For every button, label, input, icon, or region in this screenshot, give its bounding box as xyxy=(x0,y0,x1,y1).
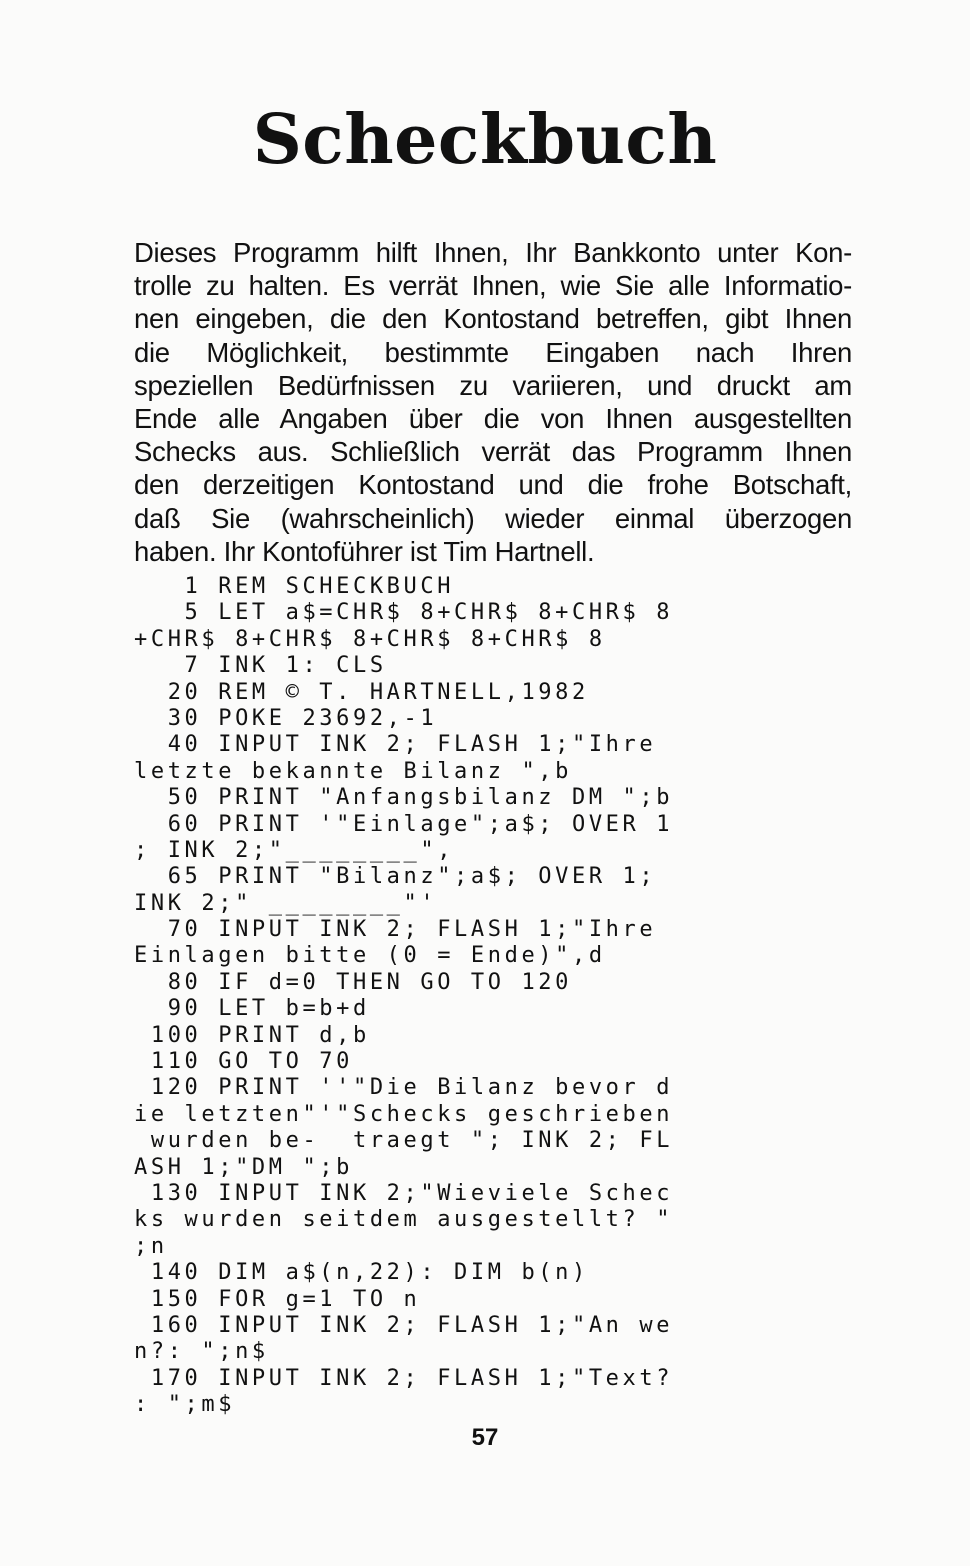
code-line: n?: ";n$ xyxy=(134,1339,269,1365)
code-line: 100 PRINT d,b xyxy=(134,1022,370,1048)
code-line: ASH 1;"DM ";b xyxy=(134,1154,353,1180)
code-line: 90 LET b=b+d xyxy=(134,996,370,1022)
code-line: ks wurden seitdem ausgestellt? " xyxy=(134,1207,674,1233)
code-line: +CHR$ 8+CHR$ 8+CHR$ 8+CHR$ 8 xyxy=(134,626,606,652)
code-line: 120 PRINT ''"Die Bilanz bevor d xyxy=(134,1075,674,1101)
code-line: 30 POKE 23692,-1 xyxy=(134,705,438,731)
code-line: : ";m$ xyxy=(134,1392,236,1418)
code-line: 5 LET a$=CHR$ 8+CHR$ 8+CHR$ 8 xyxy=(134,600,674,626)
code-line: letzte bekannte Bilanz ",b xyxy=(134,758,572,784)
intro-line: Dieses Programm hilft Ihnen, Ihr Bankkonto unter Kon- xyxy=(134,237,852,268)
intro-line: trolle zu halten. Es verrät Ihnen, wie Sie alle Informatio- xyxy=(134,270,852,302)
code-line: ; INK 2;"________", xyxy=(134,837,455,863)
code-line: 60 PRINT '"Einlage";a$; OVER 1 xyxy=(134,811,674,837)
intro-line: Ende alle Angaben über die von Ihnen ausgestellten xyxy=(134,403,852,435)
intro-line: speziellen Bedürfnissen zu variieren, und druckt am xyxy=(134,369,852,401)
code-line: 170 INPUT INK 2; FLASH 1;"Text? xyxy=(134,1365,674,1391)
code-line: 40 INPUT INK 2; FLASH 1;"Ihre xyxy=(134,732,657,758)
code-line: INK 2;" ________"' xyxy=(134,890,438,916)
code-line: 140 DIM a$(n,22): DIM b(n) xyxy=(134,1260,589,1286)
code-line: 150 FOR g=1 TO n xyxy=(134,1286,421,1312)
intro-line: die Möglichkeit, bestimmte Eingaben nach Ihren xyxy=(134,336,852,368)
intro-paragraph xyxy=(134,236,852,568)
code-line: Einlagen bitte (0 = Ende)",d xyxy=(134,943,606,969)
page-number: 57 xyxy=(471,1424,499,1451)
code-line: wurden be- traegt "; INK 2; FL xyxy=(134,1128,674,1154)
code-line: 130 INPUT INK 2;"Wieviele Schec xyxy=(134,1180,674,1206)
code-line: 65 PRINT "Bilanz";a$; OVER 1; xyxy=(134,864,657,890)
code-line: ;n xyxy=(134,1233,168,1259)
intro-line: den derzeitigen Kontostand und die frohe Botschaft, xyxy=(134,469,852,501)
code-line: 50 PRINT "Anfangsbilanz DM ";b xyxy=(134,785,674,811)
intro-line: daß Sie (wahrscheinlich) wieder einmal überzogen xyxy=(134,502,852,534)
code-line: 1 REM SCHECKBUCH xyxy=(134,574,455,599)
code-line: 20 REM © T. HARTNELL,1982 xyxy=(134,679,589,705)
intro-line: nen eingeben, die den Kontostand betreffen, gibt Ihnen xyxy=(134,303,852,335)
intro-line: haben. Ihr Kontoführer ist Tim Hartnell. xyxy=(134,535,595,567)
code-line: 7 INK 1: CLS xyxy=(134,653,387,679)
basic-program-listing xyxy=(134,574,754,1419)
intro-line: Schecks aus. Schließlich verrät das Programm Ihnen xyxy=(134,436,852,468)
page-title: Scheckbuch xyxy=(252,100,718,180)
code-line: 110 GO TO 70 xyxy=(134,1049,353,1075)
code-line: ie letzten"'"Schecks geschrieben xyxy=(134,1101,674,1127)
code-line: 160 INPUT INK 2; FLASH 1;"An we xyxy=(134,1312,674,1338)
code-line: 80 IF d=0 THEN GO TO 120 xyxy=(134,969,572,995)
code-line: 70 INPUT INK 2; FLASH 1;"Ihre xyxy=(134,917,657,943)
